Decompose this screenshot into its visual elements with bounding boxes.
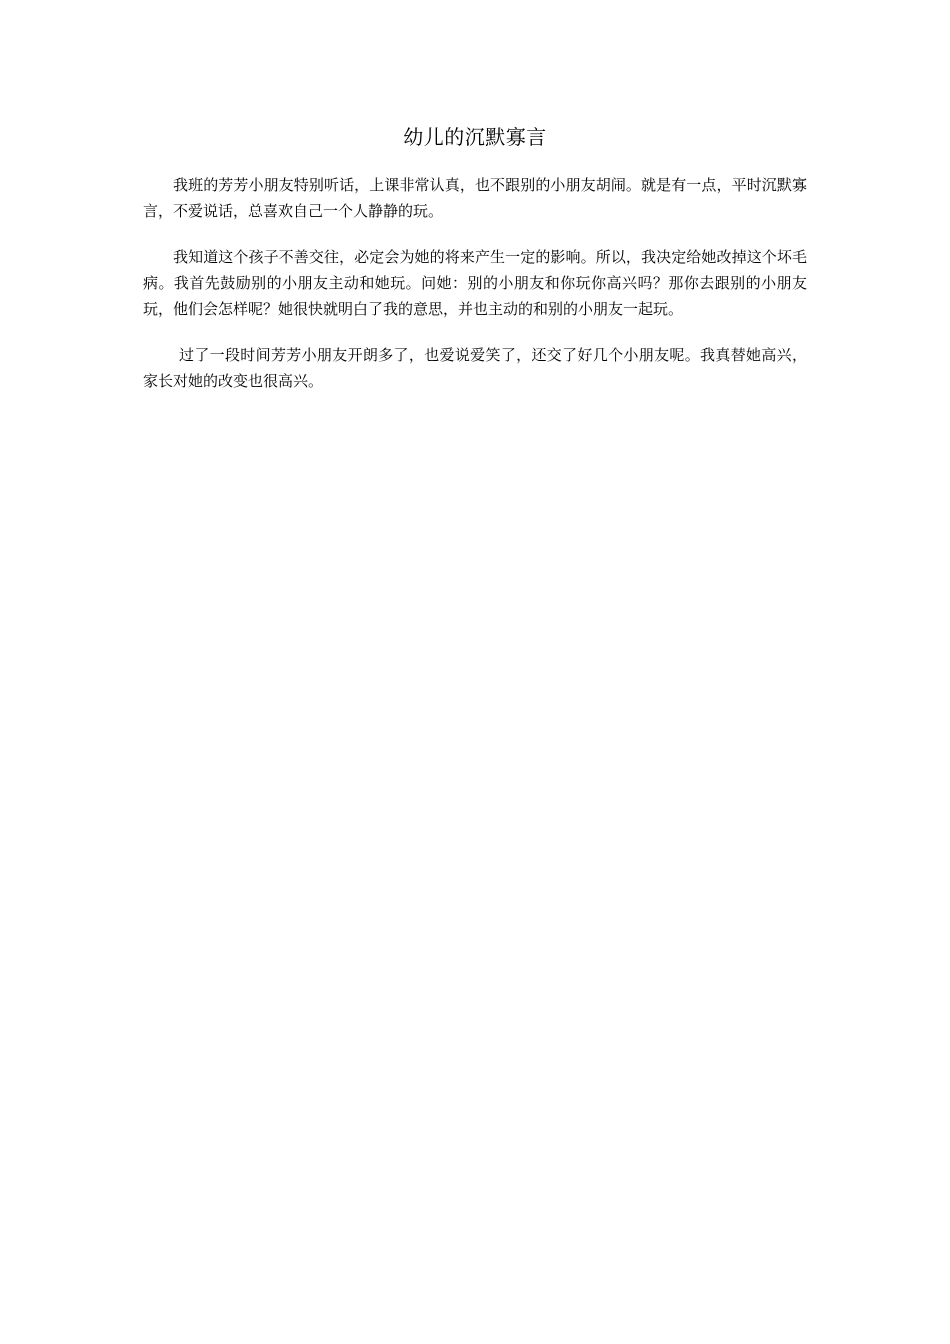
paragraph-2: 我知道这个孩子不善交往，必定会为她的将来产生一定的影响。所以，我决定给她改掉这个坏毛病。我首先鼓励别的小朋友主动和她玩。问她：别的小朋友和你玩你高兴吗？那你去跟别的小朋友玩，他们会怎样呢？她很快就明白了我的意思，并也主动的和别的小朋友一起玩。 [143, 248, 807, 318]
document-title: 幼儿的沉默寡言 [403, 125, 547, 149]
paragraph-3: 过了一段时间芳芳小朋友开朗多了，也爱说爱笑了，还交了好几个小朋友呢。我真替她高兴，家长对她的改变也很高兴。 [143, 346, 807, 390]
paragraph-1: 我班的芳芳小朋友特别听话，上课非常认真，也不跟别的小朋友胡闹。就是有一点，平时沉默寡言，不爱说话，总喜欢自己一个人静静的玩。 [143, 176, 807, 220]
document-body [143, 122, 807, 394]
